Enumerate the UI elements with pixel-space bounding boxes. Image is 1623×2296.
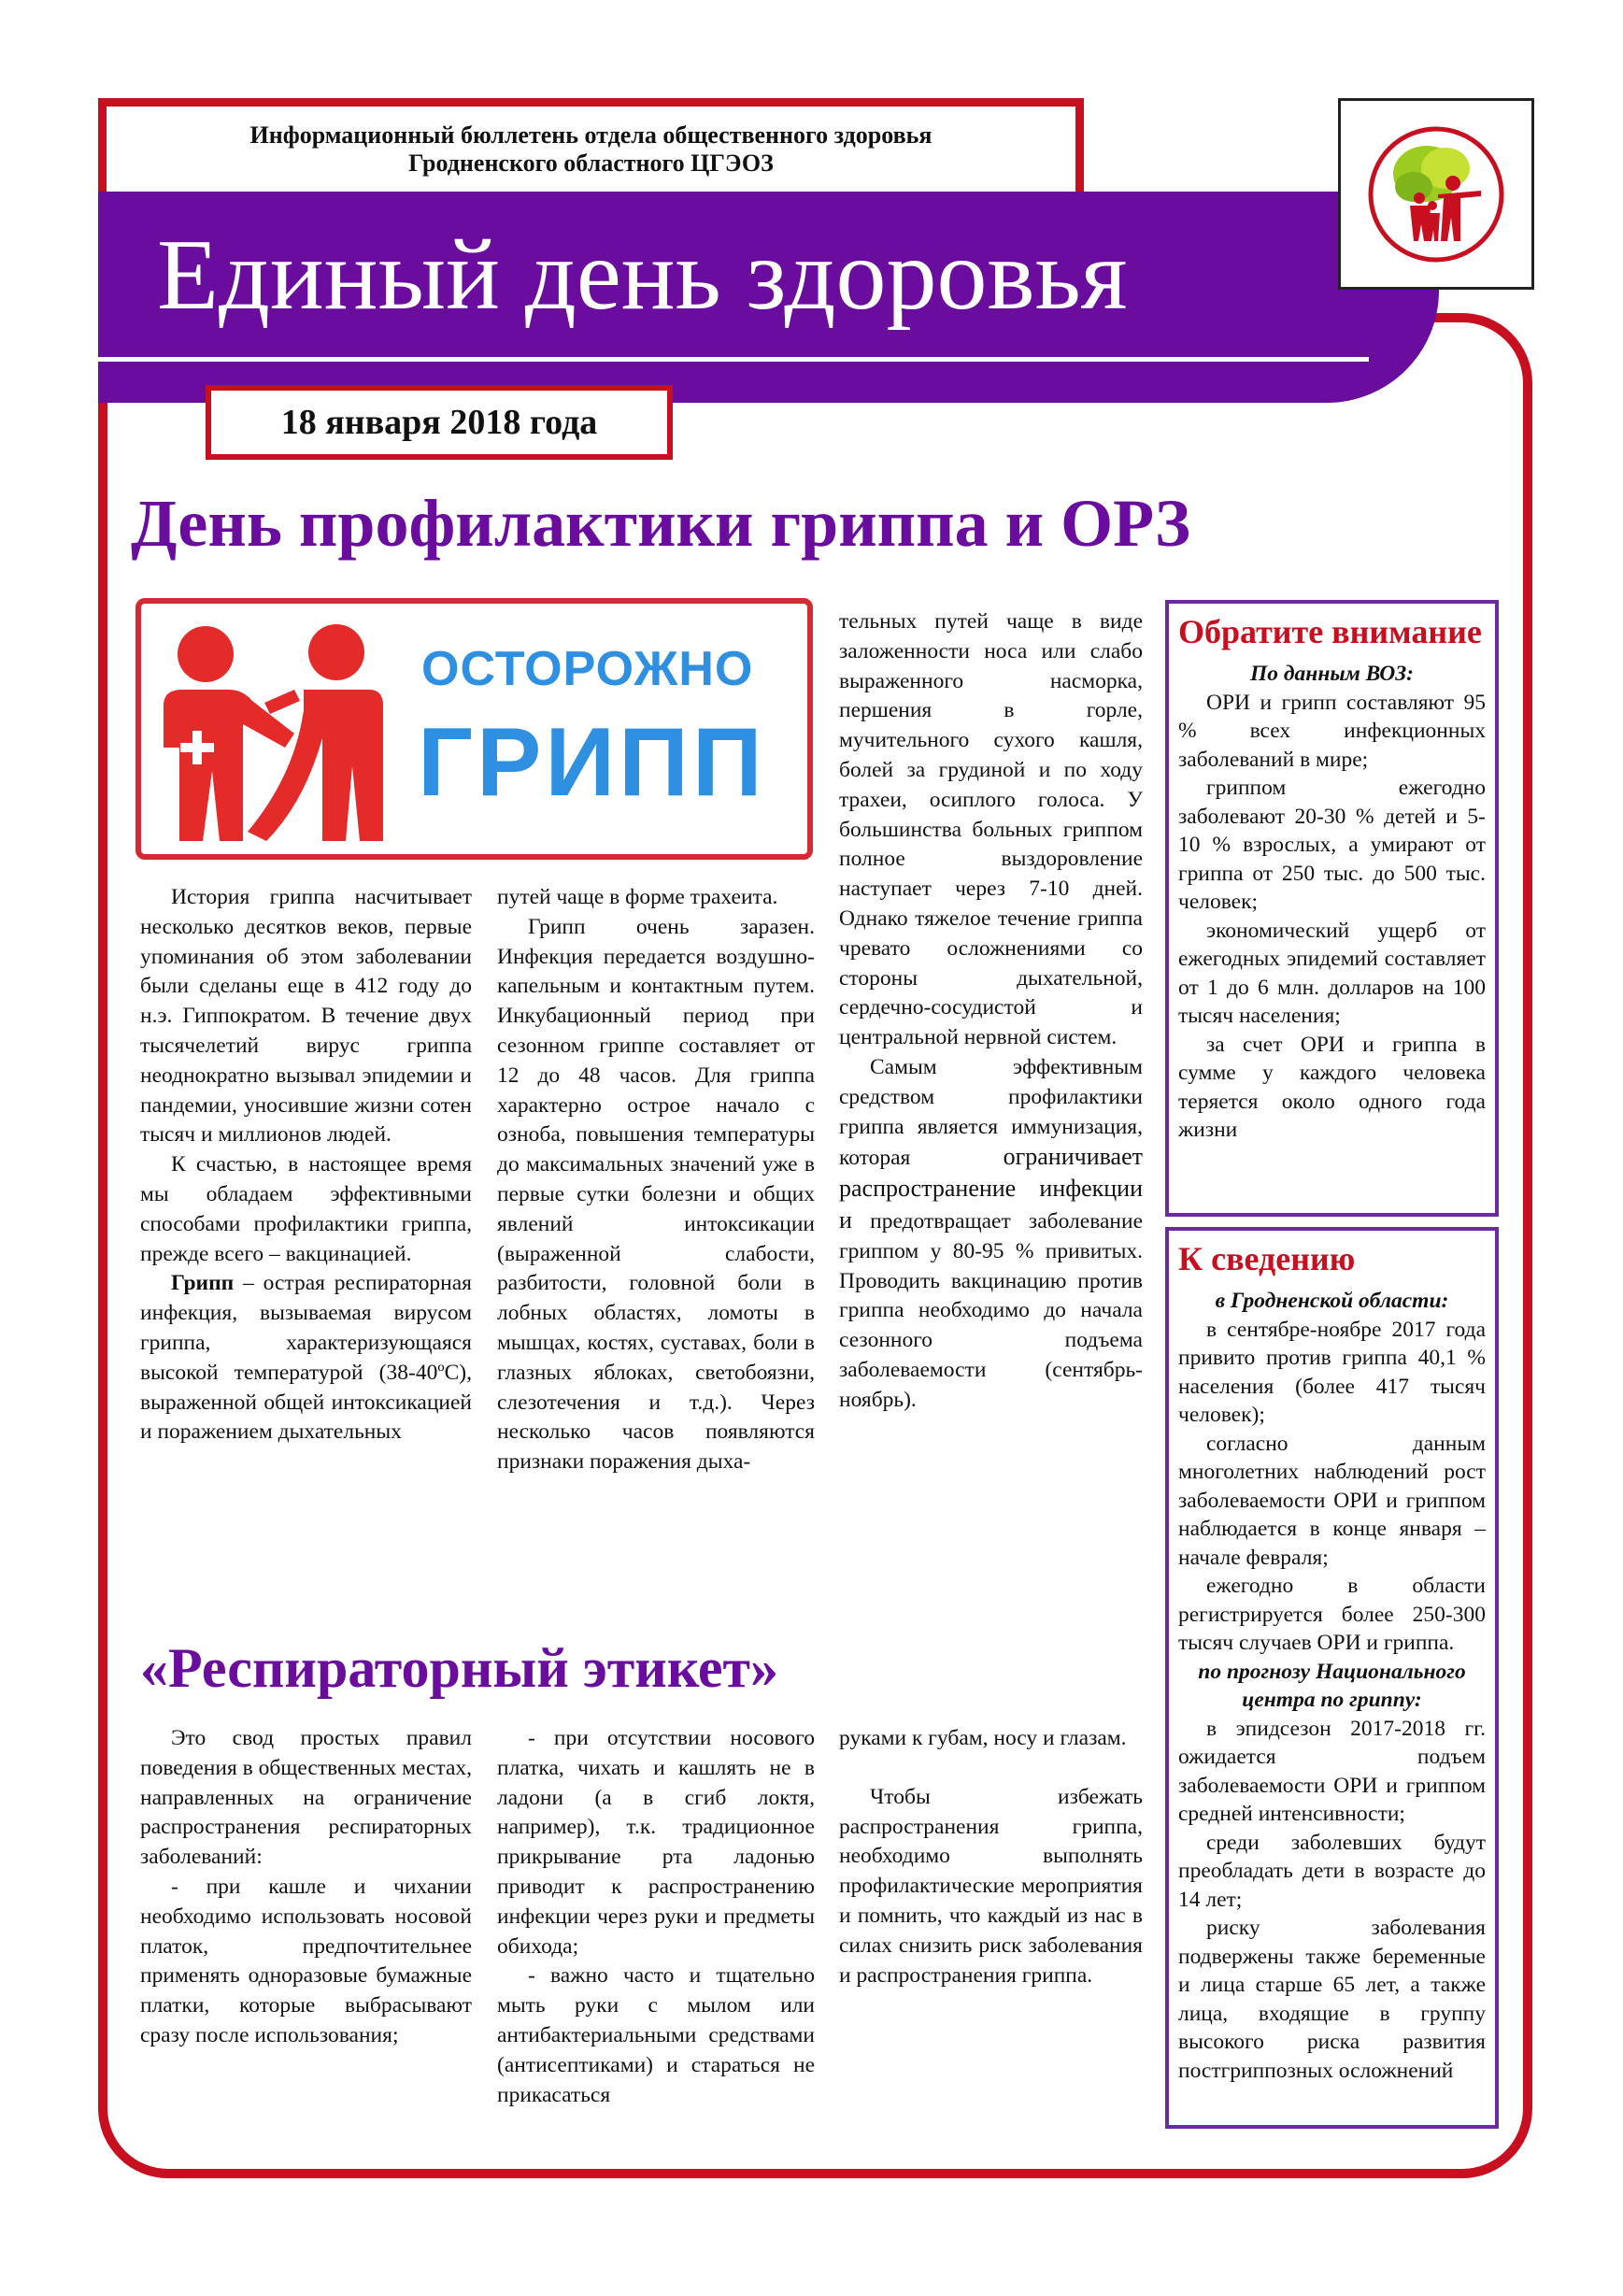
- paragraph: - при кашле и чихании необходимо использовать носовой платок, предпочтительнее применять одноразовые бумажные платки, которые выбрасывают сразу после использования;: [140, 1874, 472, 2047]
- sidebar-heading: К сведению: [1178, 1240, 1356, 1277]
- article1-column-2: [497, 883, 815, 1477]
- paragraph: К счастью, в настоящее время мы обладаем эффективными способами профилактики гриппа, прежде всего – вакцинацией.: [140, 1152, 472, 1266]
- paragraph: - важно часто и тщательно мыть руки с мылом или антибактериальными средствами (антисептиками) и стараться не прикасаться: [497, 1963, 815, 2107]
- sidebar-item: среди заболевших будут преобладать дети в возрасте до 14 лет;: [1178, 1830, 1486, 1912]
- banner-line-1: ОСТОРОЖНО: [421, 642, 754, 696]
- article2-column-1: [140, 1724, 472, 2051]
- flu-warning-banner: [135, 598, 813, 860]
- sidebar-item: за счет ОРИ и гриппа в сумме у каждого человека теряется около одного года жизни: [1178, 1032, 1486, 1142]
- sidebar-info: [1165, 1227, 1499, 2129]
- sidebar-caption: По данным ВОЗ:: [1249, 662, 1414, 686]
- sidebar-item: риску заболевания подвержены также беременные и лица старше 65 лет, а также лица, входящие в группу высокого риска развития постгриппозных осложнений: [1178, 1916, 1486, 2083]
- sidebar-caption: в Гродненской области:: [1215, 1289, 1449, 1313]
- paragraph: путей чаще в форме трахеита.: [497, 885, 778, 909]
- bulletin-line-2: Гродненского областного ЦГЭОЗ: [408, 150, 774, 177]
- page-title: Единый день здоровья: [157, 220, 1128, 331]
- paragraph: руками к губам, носу и глазам.: [839, 1726, 1127, 1750]
- sidebar-caption: по прогнозу Национального центра по гриппу:: [1198, 1659, 1466, 1712]
- article2-heading: «Респираторный этикет»: [140, 1637, 778, 1699]
- paragraph-text: предотвращает заболевание гриппом у 80-95 % привитых. Проводить вакцинацию против гриппа необходимо до начала сезонного подъема заболеваемости (сентябрь-ноябрь).: [839, 1208, 1143, 1412]
- paragraph: Грипп очень заразен. Инфекция передается воздушно-капельным и контактным путем. Инкубационный период при сезонном гриппе составляет от 12 до 48 часов. Для гриппа характерно острое начало с озноба, повышения температуры до максимальных значений уже в первые сутки болезни и общих явлений интоксикации (выраженной слабости, разбитости, головной боли в лобных областях, ломоты в мышцах, костях, суставах, боли в глазных яблоках, светобоязни, слезотечения и т.д.). Через несколько часов появляются признаки поражения дыха-: [497, 914, 815, 1475]
- logo: [1338, 98, 1534, 290]
- sidebar-heading: Обратите внимание: [1178, 613, 1482, 650]
- title-underline: [98, 357, 1369, 362]
- people-vaccination-icon: [154, 617, 388, 846]
- article2-column-3: [839, 1724, 1143, 1990]
- logo-emblem-icon: [1341, 101, 1531, 287]
- paragraph: [140, 1269, 472, 1447]
- paragraph: Это свод простых правил поведения в общественных местах, направленных на ограничение распространения респираторных заболеваний:: [140, 1726, 473, 1870]
- sidebar-item: в сентябре-ноябре 2017 года привито против гриппа 40,1 % населения (более 417 тысяч человек);: [1178, 1317, 1486, 1427]
- sidebar-item: в эпидсезон 2017-2018 гг. ожидается подъем заболеваемости ОРИ и гриппом средней интенсивности;: [1178, 1716, 1486, 1826]
- bulletin-header-text: [117, 121, 1065, 178]
- article-heading: День профилактики гриппа и ОРЗ: [131, 486, 1190, 561]
- sidebar-item: ежегодно в области регистрируется более 250-300 тысяч случаев ОРИ и гриппа.: [1178, 1574, 1486, 1655]
- emphasis-text: ограничивает распространение инфекции и: [839, 1143, 1143, 1234]
- sidebar-item: ОРИ и грипп составляют 95 % всех инфекционных заболеваний в мире;: [1178, 690, 1486, 772]
- paragraph: тельных путей чаще в виде заложенности носа или слабо выраженного насморка, першения в горле, мучительного сухого кашля, болей за грудиной и по ходу трахеи, осиплого голоса. У большинства больных гриппом полное выздоровление наступает через 7-10 дней. Однако тяжелое течение гриппа чревато осложнениями со стороны дыхательной, сердечно-сосудистой и центральной нервной систем.: [839, 609, 1143, 1050]
- date-badge: 18 января 2018 года: [206, 385, 673, 460]
- sidebar-item: гриппом ежегодно заболевают 20-30 % детей и 5-10 % взрослых, а умирают от гриппа от 250 тыс. до 500 тыс. человек;: [1178, 776, 1486, 914]
- paragraph-text: – острая респираторная инфекция, вызываемая вирусом гриппа, характеризующаяся высокой температурой (38-40ºС), выраженной общей интоксикацией и поражением дыхательных: [140, 1271, 472, 1445]
- paragraph: - при отсутствии носового платка, чихать и кашлять не в ладони (а в сгиб локтя, например), т.к. традиционное прикрывание рта ладонью приводит к распространению инфекции через руки и предметы обихода;: [497, 1726, 815, 1959]
- bulletin-line-1: Информационный бюллетень отдела общественного здоровья: [249, 121, 933, 149]
- term-bold: Грипп: [171, 1271, 235, 1296]
- article1-column-1: [140, 883, 472, 1447]
- paragraph-text: Самым эффективным средством профилактики гриппа является иммунизация, которая: [839, 1054, 1143, 1171]
- paragraph: Чтобы избежать распространения гриппа, необходимо выполнять профилактические мероприятия и помнить, что каждый из нас в силах снизить риск заболевания и распространения гриппа.: [839, 1784, 1143, 1988]
- banner-line-2: ГРИПП: [418, 708, 766, 817]
- article1-column-3: [839, 607, 1143, 1416]
- article2-column-2: [497, 1724, 815, 2110]
- paragraph: История гриппа насчитывает несколько десятков веков, первые упоминания об этом заболевании были сделаны еще в 412 году до н.э. Гиппократом. В течение двух тысячелетий вирус гриппа неоднократно вызывал эпидемии и пандемии, уносившие жизни сотен тысяч и миллионов людей.: [140, 885, 472, 1148]
- sidebar-item: согласно данным многолетних наблюдений рост заболеваемости ОРИ и гриппом наблюдается в конце января – начале февраля;: [1178, 1431, 1486, 1570]
- paragraph: [839, 1053, 1143, 1416]
- sidebar-item: экономический ущерб от ежегодных эпидемий составляет от 1 до 6 млн. долларов на 100 тысяч населения;: [1178, 918, 1486, 1028]
- sidebar-attention: [1165, 600, 1499, 1217]
